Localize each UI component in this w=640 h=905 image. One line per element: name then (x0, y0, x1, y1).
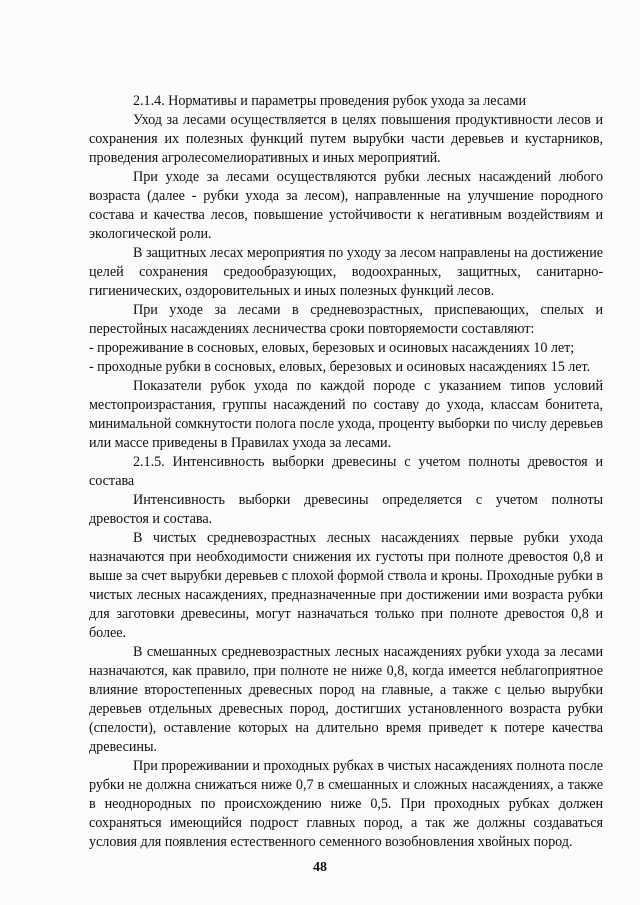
paragraph: При прореживании и проходных рубках в чистых насаждениях полнота после рубки не должна снижаться ниже 0,7 в смешанных и сложных насаждениях, а также в неоднородных по происхождению ниже 0,5. При проходных рубках должен сохраняться имеющийся подрост главных пород, а так же должны создаваться условия для появления естественного семенного возобновления хвойных пород. (89, 758, 603, 850)
section-heading-2-1-4: 2.1.4. Нормативы и параметры проведения рубок ухода за лесами (133, 93, 527, 109)
paragraph: При уходе за лесами в средневозрастных, приспевающих, спелых и перестойных насаждениях лесничества сроки повторяемости составляют: (89, 302, 603, 337)
paragraph: В защитных лесах мероприятия по уходу за лесом направлены на достижение целей сохранения средообразующих, водоохранных, защитных, санитарно-гигиенических, оздоровительных и иных полезных функций лесов. (89, 245, 603, 299)
page-number: 48 (313, 860, 327, 875)
paragraph: Уход за лесами осуществляется в целях повышения продуктивности лесов и сохранения их полезных функций путем вырубки части деревьев и кустарников, проведения агролесомелиоративных и иных мероприятий. (89, 112, 603, 166)
list-item: - проходные рубки в сосновых, еловых, березовых и осиновых насаждениях 15 лет. (89, 359, 591, 375)
paragraph: При уходе за лесами осуществляются рубки лесных насаждений любого возраста (далее - рубки ухода за лесом), направленные на улучшение породного состава и качества лесов, повышение устойчивости к негативным воздействиям и экологической роли. (89, 169, 603, 242)
paragraph: Интенсивность выборки древесины определяется с учетом полноты древостоя и состава. (89, 492, 603, 527)
section-heading-2-1-5: 2.1.5. Интенсивность выборки древесины с учетом полноты древостоя и состава (89, 454, 603, 489)
document-body (89, 92, 603, 852)
paragraph: Показатели рубок ухода по каждой породе с указанием типов условий местопроизрастания, группы насаждений по составу до ухода, классам бонитета, минимальной сомкнутости полога после ухода, проценту выборки по числу деревьев или массе приведены в Правилах ухода за лесами. (89, 378, 603, 451)
paragraph: В чистых средневозрастных лесных насаждениях первые рубки ухода назначаются при необходимости снижения их густоты при полноте древостоя 0,8 и выше за счет вырубки деревьев с плохой формой ствола и кроны. Проходные рубки в чистых лесных насаждениях, предназначенные при достижении ими возраста рубки для заготовки древесины, могут назначаться только при полноте древостоя 0,8 и более. (89, 530, 603, 641)
list-item: - прореживание в сосновых, еловых, березовых и осиновых насаждениях 10 лет; (89, 340, 575, 356)
paragraph: В смешанных средневозрастных лесных насаждениях рубки ухода за лесами назначаются, как правило, при полноте не ниже 0,8, когда имеется неблагоприятное влияние второстепенных древесных пород на главные, а также с целью вырубки деревьев отдельных древесных пород, достигших установленного возраста рубки (спелости), оставление которых на длительно время приведет к потере качества древесины. (89, 644, 603, 755)
